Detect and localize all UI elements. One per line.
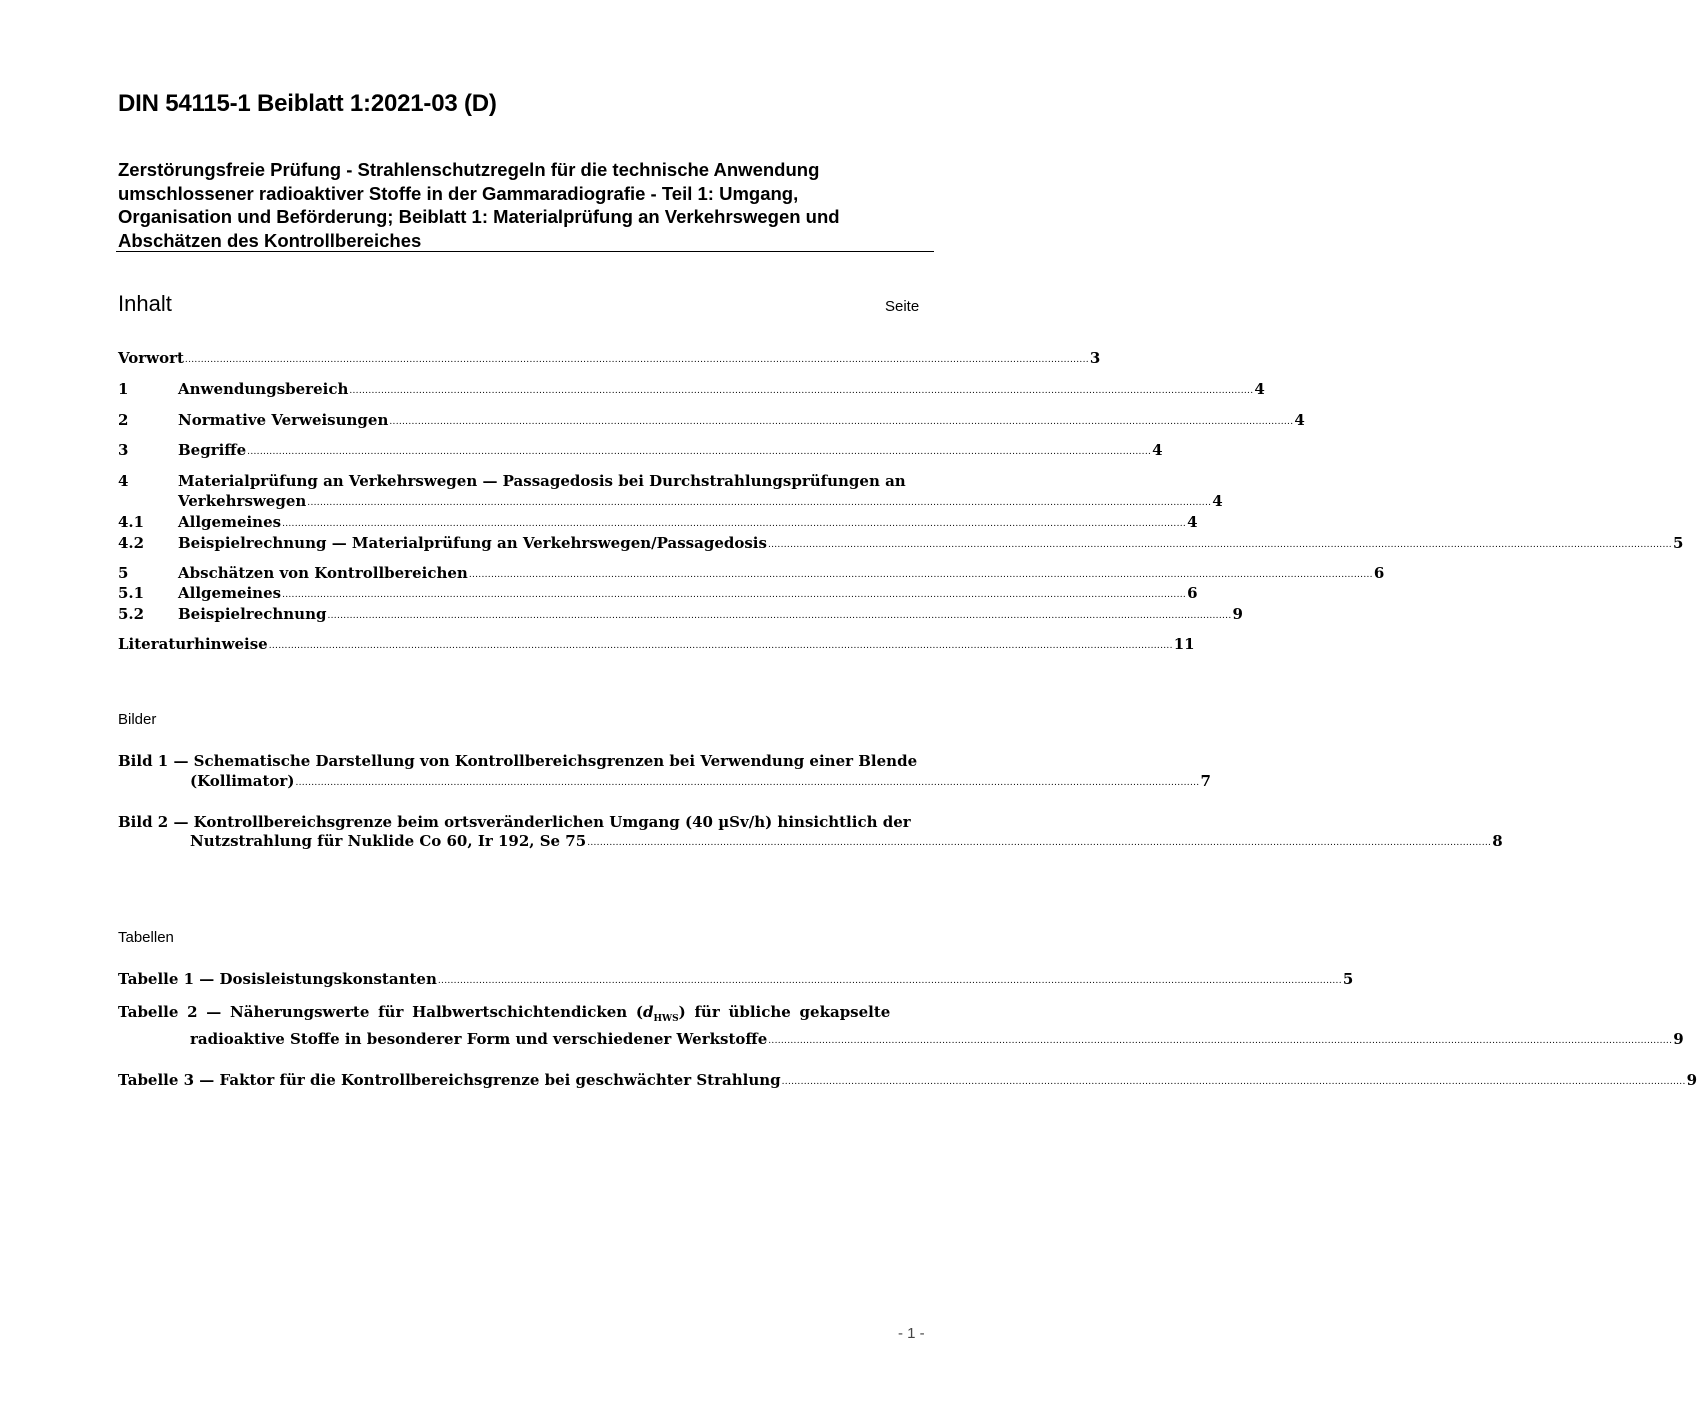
dot-leader: ..............................................................................................................................................................................................................................................................................................: [327, 611, 1232, 621]
toc-entry-page: 6: [1187, 584, 1198, 602]
figure-entry-text: (Kollimator): [190, 772, 295, 790]
dot-leader: ..............................................................................................................................................................................................................................................................................................: [781, 1077, 1686, 1087]
toc-entry-page: 11: [1173, 635, 1195, 653]
dot-leader: ..............................................................................................................................................................................................................................................................................................: [295, 778, 1200, 788]
toc-entry-number: 5.2: [118, 605, 145, 623]
toc-entry-text: Anwendungsbereich: [178, 380, 349, 398]
dot-leader: ..............................................................................................................................................................................................................................................................................................: [768, 1036, 1673, 1046]
dot-leader: ..............................................................................................................................................................................................................................................................................................: [307, 498, 1212, 508]
toc-entry-continuation[interactable]: [178, 491, 1223, 511]
toc-entry[interactable]: [118, 634, 1195, 654]
toc-entry-number: 5.1: [118, 584, 145, 602]
toc-entry[interactable]: [118, 563, 1385, 583]
figure-entry-text: Bild 2 — Kontrollbereichsgrenze beim ortsveränderlichen Umgang (40 µSv/h) hinsichtlich der: [118, 813, 911, 831]
figure-entry-page: 7: [1200, 772, 1211, 790]
page-number: - 1 -: [898, 1325, 925, 1342]
dot-leader: ..............................................................................................................................................................................................................................................................................................: [587, 838, 1492, 848]
toc-entry-page: 6: [1373, 564, 1385, 582]
dot-leader: ..............................................................................................................................................................................................................................................................................................: [437, 976, 1342, 986]
figures-heading: Bilder: [118, 711, 157, 728]
toc-entry[interactable]: [118, 440, 1163, 460]
toc-entry[interactable]: [118, 410, 1305, 430]
toc-entry[interactable]: [118, 348, 1101, 368]
table-entry-page: 9: [1686, 1071, 1697, 1089]
dot-leader: ..............................................................................................................................................................................................................................................................................................: [767, 540, 1672, 550]
dot-leader: ..............................................................................................................................................................................................................................................................................................: [282, 590, 1187, 600]
dot-leader: ..............................................................................................................................................................................................................................................................................................: [282, 519, 1187, 529]
subtitle-line: Abschätzen des Kontrollbereiches: [118, 229, 422, 251]
dot-leader: ..............................................................................................................................................................................................................................................................................................: [247, 447, 1152, 457]
toc-entry-text: Beispielrechnung — Materialprüfung an Verkehrswegen/Passagedosis: [178, 534, 767, 552]
toc-entry-page: 4: [1254, 380, 1265, 398]
dot-leader: ..............................................................................................................................................................................................................................................................................................: [389, 417, 1294, 427]
subtitle-line: Organisation und Beförderung; Beiblatt 1: Materialprüfung an Verkehrswegen und: [118, 206, 840, 227]
toc-entry-text: Vorwort: [118, 349, 184, 367]
toc-entry-text: Beispielrechnung: [178, 605, 327, 623]
toc-entry-text: Allgemeines: [178, 584, 282, 602]
table-entry-text-part: ) für übliche gekapselte: [678, 1003, 891, 1021]
toc-entry[interactable]: [118, 533, 1684, 553]
toc-entry-number: 4.2: [118, 534, 145, 552]
toc-entry-page: 4: [1294, 411, 1305, 429]
toc-entry[interactable]: [118, 379, 1265, 399]
formula-variable: d: [643, 1003, 654, 1021]
dot-leader: ..............................................................................................................................................................................................................................................................................................: [268, 641, 1173, 651]
toc-entry-text: Literaturhinweise: [118, 635, 268, 653]
toc-entry-number: 2: [118, 411, 129, 429]
figure-entry[interactable]: [118, 751, 930, 771]
table-entry-text: radioaktive Stoffe in besonderer Form und verschiedener Werkstoffe: [190, 1030, 768, 1048]
toc-entry-text: Abschätzen von Kontrollbereichen: [178, 564, 468, 582]
toc-heading: Inhalt: [118, 291, 172, 316]
table-entry[interactable]: [118, 1003, 930, 1029]
table-entry-text: Tabelle 3 — Faktor für die Kontrollbereichsgrenze bei geschwächter Strahlung: [118, 1071, 781, 1089]
table-entry-page: 9: [1673, 1030, 1684, 1048]
dot-leader: ..............................................................................................................................................................................................................................................................................................: [184, 355, 1089, 365]
toc-entry-page: 4: [1212, 492, 1223, 510]
toc-entry-text: Begriffe: [178, 441, 247, 459]
document-title: DIN 54115-1 Beiblatt 1:2021-03 (D): [118, 90, 497, 117]
table-entry[interactable]: [118, 1070, 1697, 1090]
figure-entry-text: Bild 1 — Schematische Darstellung von Kontrollbereichsgrenzen bei Verwendung einer Blende: [118, 752, 918, 770]
toc-entry-page: 3: [1089, 349, 1101, 367]
figure-entry-text: Nutzstrahlung für Nuklide Co 60, Ir 192, Se 75: [190, 832, 587, 850]
document-subtitle: [118, 158, 918, 252]
toc-entry-number: 4: [118, 472, 129, 490]
toc-entry-number: 5: [118, 564, 129, 582]
dot-leader: ..............................................................................................................................................................................................................................................................................................: [349, 386, 1254, 396]
figure-entry-continuation[interactable]: [190, 771, 1211, 791]
formula-subscript: HWS: [653, 1014, 679, 1024]
toc-entry-page: 4: [1187, 513, 1198, 531]
toc-entry-text: Verkehrswegen: [178, 492, 307, 510]
toc-entry-text: Normative Verweisungen: [178, 411, 389, 429]
toc-entry-number: 3: [118, 441, 129, 459]
table-entry-page: 5: [1342, 970, 1354, 988]
toc-entry[interactable]: [118, 471, 930, 491]
figure-entry-page: 8: [1492, 832, 1503, 850]
subtitle-line: umschlossener radioaktiver Stoffe in der Gammaradiografie - Teil 1: Umgang,: [118, 182, 799, 204]
toc-entry-text: Materialprüfung an Verkehrswegen — Passagedosis bei Durchstrahlungsprüfungen an: [178, 472, 906, 490]
toc-entry-number: 1: [118, 380, 129, 398]
table-entry[interactable]: [118, 969, 1354, 989]
toc-entry-page: 9: [1232, 605, 1243, 623]
subtitle-line: Zerstörungsfreie Prüfung - Strahlenschutzregeln für die technische Anwendung: [118, 159, 820, 180]
dot-leader: ..............................................................................................................................................................................................................................................................................................: [468, 570, 1373, 580]
table-entry-text: [118, 1002, 890, 1029]
toc-entry-text: Allgemeines: [178, 513, 282, 531]
toc-entry-page: 4: [1152, 441, 1163, 459]
table-entry-text-part: Tabelle 2 — Näherungswerte für Halbwertschichtendicken (: [118, 1003, 644, 1021]
title-divider: [116, 251, 934, 252]
toc-entry[interactable]: [118, 512, 1198, 532]
figure-entry-continuation[interactable]: [190, 831, 1503, 851]
tables-heading: Tabellen: [118, 929, 174, 946]
figure-entry[interactable]: [118, 812, 930, 832]
table-entry-text: Tabelle 1 — Dosisleistungskonstanten: [118, 970, 437, 988]
toc-entry[interactable]: [118, 604, 1243, 624]
toc-entry-page: 5: [1672, 534, 1684, 552]
toc-entry-number: 4.1: [118, 513, 145, 531]
toc-entry[interactable]: [118, 583, 1198, 603]
page-column-label: Seite: [885, 298, 920, 315]
table-entry-continuation[interactable]: [190, 1029, 1684, 1049]
